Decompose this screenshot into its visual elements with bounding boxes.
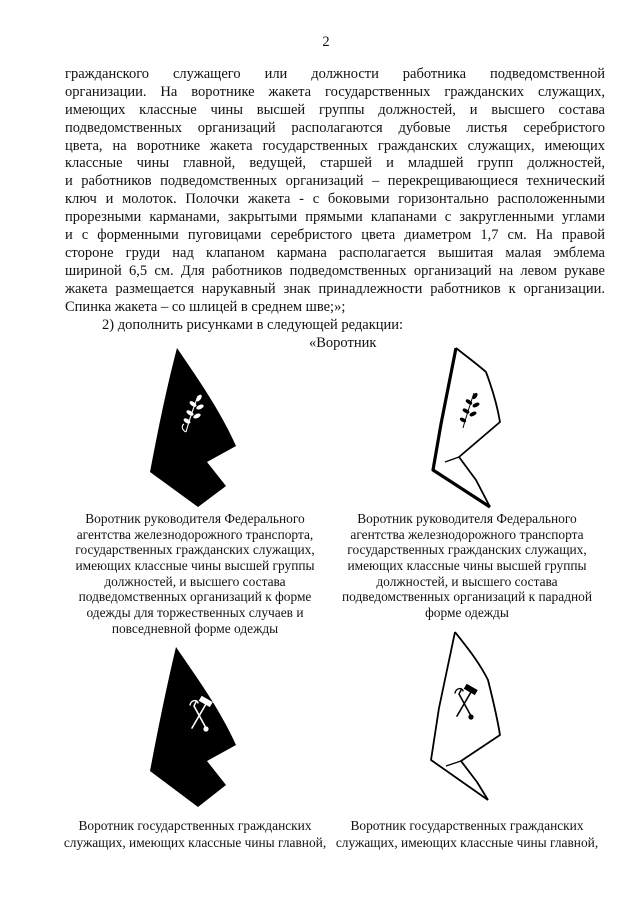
paragraph-line: гражданского служащего или должности работника подведомственной (65, 66, 605, 82)
collar-shape (150, 348, 236, 507)
figure-caption (57, 818, 333, 852)
caption-line: государственных гражданских служащих, (75, 542, 315, 558)
paragraph-line: шириной 6,5 см. Для работников подведомственных организаций на левом рукаве (65, 262, 605, 279)
caption-line: агентства железнодорожного транспорта (350, 526, 584, 542)
paragraph-line: имеющих классные чины высшей группы должностей, и высшего состава (65, 101, 605, 118)
caption-line: государственных гражданских служащих, (347, 542, 587, 558)
caption-line: служащих, имеющих классные чины главной, (335, 834, 599, 850)
paragraph-line: подведомственных организаций располагаются дубовые листья серебристого (65, 119, 605, 136)
paragraph-line: цвета, на воротнике жакета государственных гражданских служащих, имеющих (65, 137, 605, 154)
caption-line: подведомственных организаций к парадной (341, 589, 593, 605)
collar-figure-outline (420, 624, 510, 806)
figures-heading: «Воротник (309, 335, 377, 351)
collar-outline (455, 632, 500, 800)
caption-line: служащих, имеющих классные чины главной, (63, 834, 327, 850)
paragraph-line: и с форменными пуговицами серебристого цвета диаметром 1,7 см. На правой (65, 227, 605, 244)
caption-line: Воротник руководителя Федерального (85, 511, 305, 526)
caption-line: Воротник руководителя Федерального (357, 511, 577, 526)
caption-line: повседневной форме одежды (111, 620, 279, 636)
caption-line: форме одежды (425, 605, 509, 621)
caption-line: Воротник государственных гражданских (78, 818, 312, 833)
page-number: 2 (322, 34, 330, 50)
collar-figure-outline (420, 340, 510, 515)
paragraph-line: и работников подведомственных организаций – перекрещивающиеся технический (65, 173, 605, 190)
caption-line: имеющих классные чины высшей группы (75, 558, 315, 574)
caption-line: должностей, и высшего состава (376, 573, 558, 589)
caption-line: подведомственных организаций к форме (78, 589, 312, 605)
paragraph-line: ключ и молоток. Полочки жакета - с боковыми горизонтально расположенными (65, 191, 605, 208)
body-paragraph (65, 66, 605, 316)
paragraph-line: организации. На воротнике жакета государственных гражданских служащих, (65, 83, 605, 100)
paragraph-line: Спинка жакета – со шлицей в среднем шве;»; (65, 298, 346, 315)
figure-caption (329, 511, 605, 621)
collar-figure-dark (140, 340, 250, 515)
collar-figure-dark (140, 640, 250, 815)
caption-line: одежды для торжественных случаев и (86, 605, 304, 621)
caption-line: должностей, и высшего состава (104, 573, 286, 589)
paragraph-line: жакета размещается нарукавный знак принадлежности работников к организации. (65, 280, 605, 297)
figure-caption (329, 818, 605, 852)
caption-line: имеющих классные чины высшей группы (347, 558, 587, 574)
caption-line: Воротник государственных гражданских (350, 818, 584, 833)
collar-outline (456, 348, 500, 507)
paragraph-line: классные чины главной, ведущей, старшей и младшей групп должностей, (65, 155, 605, 172)
caption-line: агентства железнодорожного транспорта, (76, 526, 314, 542)
figure-caption (57, 511, 333, 637)
list-item-2: 2) дополнить рисунками в следующей редакции: (102, 317, 404, 333)
paragraph-line: стороне груди над клапаном кармана располагается вышитая малая эмблема (65, 244, 605, 261)
paragraph-line: прорезными карманами, закрытыми прямыми клапанами с закругленными углами (65, 209, 605, 226)
